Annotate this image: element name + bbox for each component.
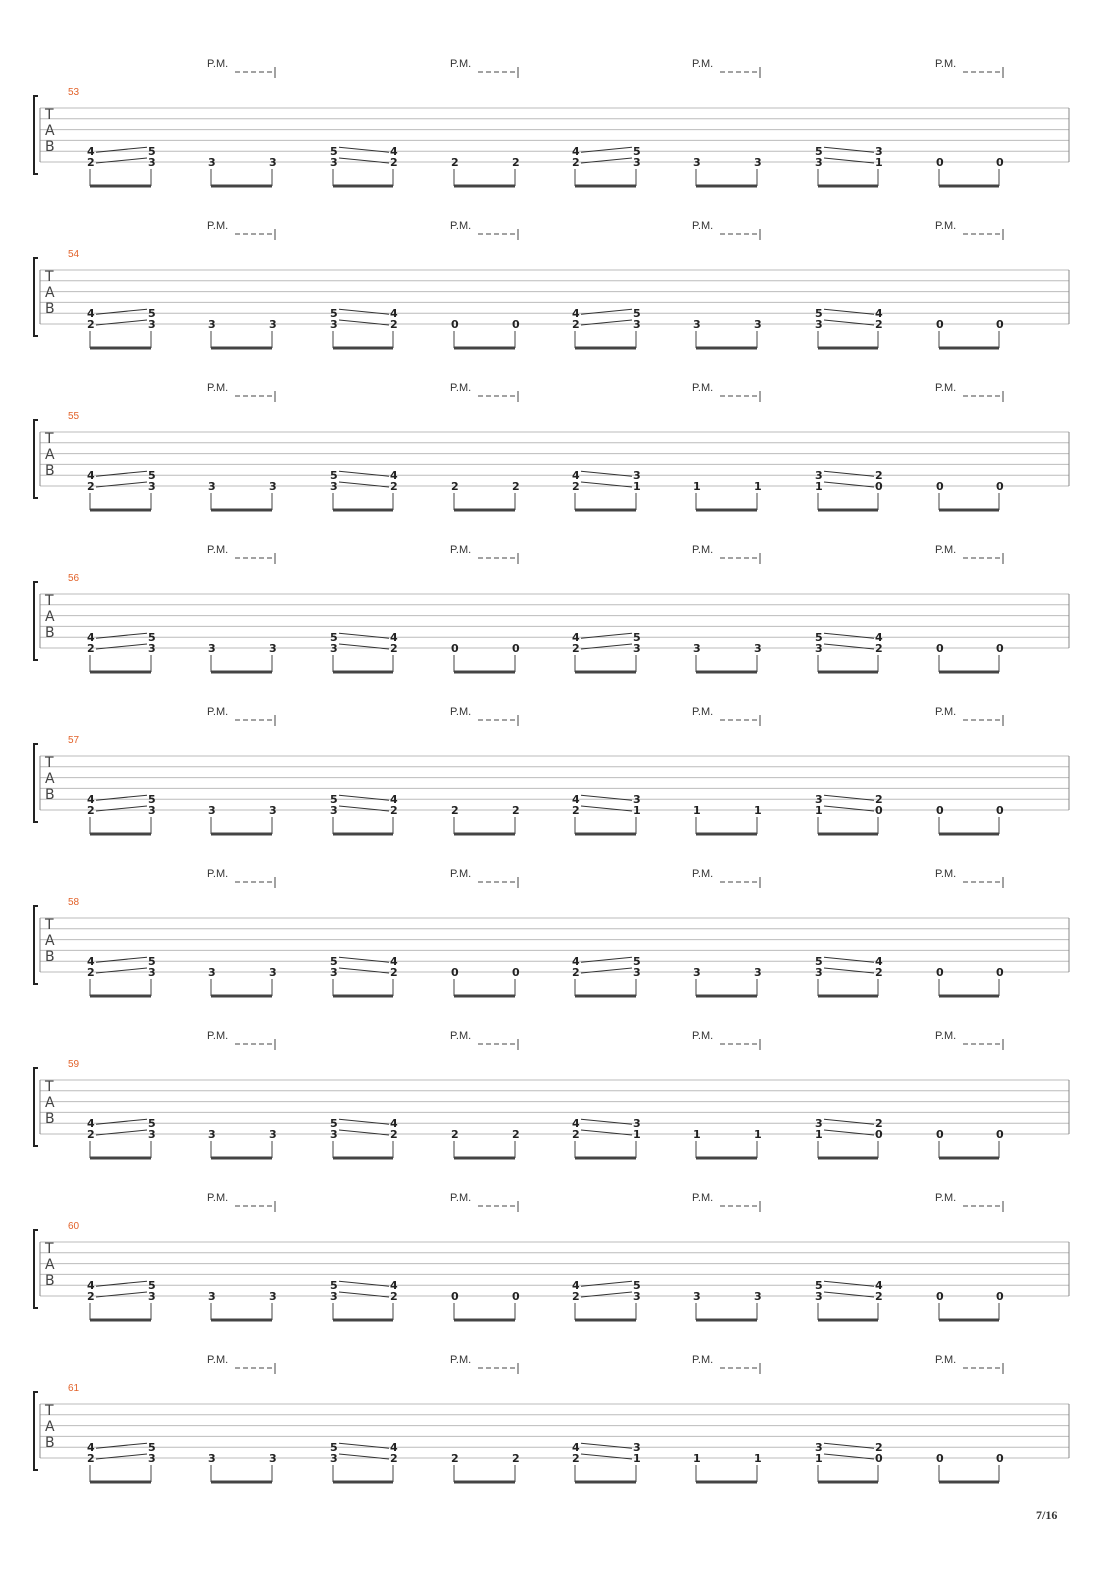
- palm-mute-label: P.M.: [207, 706, 229, 718]
- fret-number: 5: [330, 145, 338, 159]
- fret-number: 4: [390, 955, 398, 969]
- fret-number: 5: [633, 955, 641, 969]
- fret-number: 2: [572, 1452, 580, 1465]
- palm-mute-label: P.M.: [450, 868, 472, 880]
- fret-number: 2: [875, 793, 883, 807]
- measure-number: 59: [68, 1059, 80, 1070]
- palm-mute-label: P.M.: [450, 544, 472, 556]
- fret-number: 2: [572, 1290, 580, 1303]
- tab-clef-letter: T: [45, 593, 54, 609]
- tab-clef-letter: B: [45, 301, 55, 317]
- fret-number: 4: [87, 307, 95, 321]
- palm-mute-label: P.M.: [935, 382, 957, 394]
- palm-mute-label: P.M.: [692, 1030, 714, 1042]
- fret-number: 4: [87, 955, 95, 969]
- fret-number: 2: [87, 156, 95, 169]
- fret-number: 4: [875, 955, 883, 969]
- fret-number: 2: [87, 318, 95, 331]
- tab-clef-letter: T: [45, 107, 54, 123]
- tab-clef-letter: A: [45, 771, 55, 787]
- fret-number: 3: [148, 1452, 156, 1465]
- fret-number: 5: [815, 631, 823, 645]
- tab-clef-letter: T: [45, 1079, 54, 1095]
- palm-mute-label: P.M.: [450, 1354, 472, 1366]
- system-bracket: [34, 582, 38, 660]
- tab-clef-letter: A: [45, 447, 55, 463]
- fret-number: 3: [148, 318, 156, 331]
- tab-clef-letter: A: [45, 123, 55, 139]
- fret-number: 2: [390, 318, 398, 331]
- fret-number: 0: [996, 804, 1004, 817]
- palm-mute-label: P.M.: [450, 1192, 472, 1204]
- fret-number: 5: [330, 955, 338, 969]
- system-bracket: [34, 96, 38, 174]
- fret-number: 5: [148, 631, 156, 645]
- fret-number: 3: [693, 966, 701, 979]
- tab-clef-letter: B: [45, 625, 55, 641]
- fret-number: 0: [996, 966, 1004, 979]
- fret-number: 0: [875, 480, 883, 493]
- fret-number: 1: [633, 1128, 641, 1141]
- fret-number: 2: [572, 318, 580, 331]
- measure-number: 57: [68, 735, 80, 746]
- fret-number: 2: [451, 1452, 459, 1465]
- fret-number: 1: [633, 480, 641, 493]
- fret-number: 5: [633, 1279, 641, 1293]
- fret-number: 3: [754, 966, 762, 979]
- fret-number: 4: [390, 1441, 398, 1455]
- fret-number: 5: [148, 1117, 156, 1131]
- tab-clef-letter: A: [45, 285, 55, 301]
- fret-number: 3: [330, 804, 338, 817]
- system-bracket: [34, 1230, 38, 1308]
- fret-number: 2: [390, 804, 398, 817]
- palm-mute-label: P.M.: [207, 544, 229, 556]
- fret-number: 3: [330, 480, 338, 493]
- fret-number: 3: [815, 793, 823, 807]
- fret-number: 5: [633, 145, 641, 159]
- fret-number: 1: [815, 804, 823, 817]
- fret-number: 4: [390, 631, 398, 645]
- fret-number: 2: [512, 804, 520, 817]
- fret-number: 0: [451, 966, 459, 979]
- fret-number: 4: [572, 145, 580, 159]
- fret-number: 2: [572, 156, 580, 169]
- fret-number: 3: [208, 480, 216, 493]
- fret-number: 1: [693, 1452, 701, 1465]
- palm-mute-label: P.M.: [207, 1354, 229, 1366]
- fret-number: 4: [87, 1117, 95, 1131]
- fret-number: 2: [875, 469, 883, 483]
- tab-clef-letter: T: [45, 269, 54, 285]
- fret-number: 4: [390, 1117, 398, 1131]
- fret-number: 3: [693, 318, 701, 331]
- tab-clef-letter: A: [45, 1095, 55, 1111]
- fret-number: 3: [693, 156, 701, 169]
- fret-number: 3: [330, 642, 338, 655]
- fret-number: 3: [208, 1128, 216, 1141]
- fret-number: 3: [208, 318, 216, 331]
- fret-number: 3: [633, 642, 641, 655]
- fret-number: 4: [87, 631, 95, 645]
- palm-mute-label: P.M.: [692, 544, 714, 556]
- fret-number: 5: [815, 955, 823, 969]
- fret-number: 3: [208, 1290, 216, 1303]
- palm-mute-label: P.M.: [207, 58, 229, 70]
- fret-number: 5: [148, 1441, 156, 1455]
- fret-number: 2: [512, 1128, 520, 1141]
- fret-number: 5: [330, 1441, 338, 1455]
- fret-number: 2: [390, 966, 398, 979]
- fret-number: 3: [815, 1290, 823, 1303]
- fret-number: 1: [633, 1452, 641, 1465]
- system-bracket: [34, 420, 38, 498]
- fret-number: 3: [269, 480, 277, 493]
- fret-number: 5: [148, 145, 156, 159]
- measure-number: 60: [68, 1221, 80, 1232]
- fret-number: 5: [330, 631, 338, 645]
- fret-number: 1: [693, 1128, 701, 1141]
- fret-number: 3: [269, 318, 277, 331]
- fret-number: 2: [572, 966, 580, 979]
- measure-number: 61: [68, 1383, 80, 1394]
- fret-number: 4: [390, 1279, 398, 1293]
- fret-number: 0: [451, 318, 459, 331]
- fret-number: 0: [875, 1452, 883, 1465]
- fret-number: 2: [572, 1128, 580, 1141]
- system-bracket: [34, 258, 38, 336]
- fret-number: 2: [390, 156, 398, 169]
- fret-number: 3: [148, 156, 156, 169]
- fret-number: 4: [572, 307, 580, 321]
- palm-mute-label: P.M.: [935, 220, 957, 232]
- fret-number: 4: [572, 955, 580, 969]
- palm-mute-label: P.M.: [692, 868, 714, 880]
- palm-mute-label: P.M.: [935, 544, 957, 556]
- fret-number: 3: [330, 1128, 338, 1141]
- palm-mute-label: P.M.: [935, 1030, 957, 1042]
- fret-number: 0: [996, 480, 1004, 493]
- fret-number: 2: [87, 1290, 95, 1303]
- fret-number: 2: [87, 1128, 95, 1141]
- palm-mute-label: P.M.: [692, 220, 714, 232]
- fret-number: 3: [815, 469, 823, 483]
- tab-clef-letter: T: [45, 917, 54, 933]
- fret-number: 3: [208, 804, 216, 817]
- fret-number: 3: [693, 642, 701, 655]
- palm-mute-label: P.M.: [692, 1192, 714, 1204]
- fret-number: 3: [269, 1452, 277, 1465]
- fret-number: 2: [390, 480, 398, 493]
- fret-number: 1: [875, 156, 883, 169]
- palm-mute-label: P.M.: [935, 868, 957, 880]
- fret-number: 5: [148, 793, 156, 807]
- fret-number: 3: [633, 469, 641, 483]
- fret-number: 2: [87, 480, 95, 493]
- fret-number: 2: [875, 642, 883, 655]
- fret-number: 3: [148, 804, 156, 817]
- tab-clef-letter: B: [45, 949, 55, 965]
- fret-number: 3: [754, 318, 762, 331]
- fret-number: 1: [815, 480, 823, 493]
- fret-number: 5: [330, 793, 338, 807]
- tab-clef-letter: B: [45, 463, 55, 479]
- fret-number: 5: [148, 955, 156, 969]
- fret-number: 5: [815, 1279, 823, 1293]
- system-bracket: [34, 1068, 38, 1146]
- system-bracket: [34, 906, 38, 984]
- fret-number: 2: [572, 642, 580, 655]
- fret-number: 0: [996, 1290, 1004, 1303]
- fret-number: 3: [633, 1290, 641, 1303]
- fret-number: 1: [633, 804, 641, 817]
- palm-mute-label: P.M.: [207, 1192, 229, 1204]
- fret-number: 3: [633, 318, 641, 331]
- fret-number: 4: [87, 793, 95, 807]
- fret-number: 2: [390, 1290, 398, 1303]
- fret-number: 2: [875, 1290, 883, 1303]
- fret-number: 2: [875, 318, 883, 331]
- palm-mute-label: P.M.: [692, 382, 714, 394]
- fret-number: 2: [451, 156, 459, 169]
- fret-number: 0: [936, 1128, 944, 1141]
- tab-clef-letter: A: [45, 933, 55, 949]
- fret-number: 4: [87, 1279, 95, 1293]
- fret-number: 3: [633, 1441, 641, 1455]
- fret-number: 4: [572, 1279, 580, 1293]
- measure-number: 58: [68, 897, 80, 908]
- fret-number: 3: [815, 1117, 823, 1131]
- fret-number: 5: [633, 307, 641, 321]
- fret-number: 3: [208, 156, 216, 169]
- tab-clef-letter: A: [45, 1257, 55, 1273]
- fret-number: 0: [936, 804, 944, 817]
- fret-number: 3: [208, 1452, 216, 1465]
- tab-clef-letter: A: [45, 609, 55, 625]
- palm-mute-label: P.M.: [935, 1192, 957, 1204]
- palm-mute-label: P.M.: [207, 220, 229, 232]
- fret-number: 4: [875, 1279, 883, 1293]
- fret-number: 0: [936, 156, 944, 169]
- fret-number: 3: [269, 1128, 277, 1141]
- fret-number: 4: [87, 145, 95, 159]
- fret-number: 2: [512, 156, 520, 169]
- fret-number: 4: [87, 469, 95, 483]
- tab-clef-letter: B: [45, 139, 55, 155]
- fret-number: 3: [269, 642, 277, 655]
- fret-number: 1: [693, 480, 701, 493]
- fret-number: 2: [451, 1128, 459, 1141]
- fret-number: 3: [148, 966, 156, 979]
- fret-number: 1: [815, 1128, 823, 1141]
- fret-number: 3: [208, 642, 216, 655]
- fret-number: 0: [936, 318, 944, 331]
- tab-clef-letter: B: [45, 1111, 55, 1127]
- fret-number: 1: [754, 480, 762, 493]
- fret-number: 1: [754, 1452, 762, 1465]
- fret-number: 5: [330, 469, 338, 483]
- fret-number: 2: [572, 480, 580, 493]
- palm-mute-label: P.M.: [450, 1030, 472, 1042]
- fret-number: 3: [208, 966, 216, 979]
- fret-number: 1: [754, 1128, 762, 1141]
- palm-mute-label: P.M.: [207, 1030, 229, 1042]
- fret-number: 2: [451, 480, 459, 493]
- fret-number: 4: [87, 1441, 95, 1455]
- palm-mute-label: P.M.: [207, 382, 229, 394]
- fret-number: 5: [330, 1117, 338, 1131]
- system-bracket: [34, 1392, 38, 1470]
- fret-number: 4: [875, 307, 883, 321]
- fret-number: 5: [330, 307, 338, 321]
- fret-number: 0: [936, 642, 944, 655]
- fret-number: 4: [390, 145, 398, 159]
- fret-number: 2: [390, 642, 398, 655]
- tab-clef-letter: B: [45, 1273, 55, 1289]
- palm-mute-label: P.M.: [450, 382, 472, 394]
- fret-number: 2: [87, 642, 95, 655]
- fret-number: 2: [87, 804, 95, 817]
- fret-number: 4: [572, 1441, 580, 1455]
- fret-number: 2: [875, 1441, 883, 1455]
- fret-number: 0: [875, 1128, 883, 1141]
- fret-number: 2: [875, 1117, 883, 1131]
- measure-number: 54: [68, 249, 80, 260]
- fret-number: 3: [330, 1290, 338, 1303]
- fret-number: 1: [693, 804, 701, 817]
- fret-number: 0: [996, 1128, 1004, 1141]
- fret-number: 3: [269, 156, 277, 169]
- fret-number: 4: [572, 631, 580, 645]
- fret-number: 3: [754, 642, 762, 655]
- fret-number: 0: [451, 642, 459, 655]
- tab-clef-letter: B: [45, 787, 55, 803]
- fret-number: 3: [815, 1441, 823, 1455]
- fret-number: 4: [390, 793, 398, 807]
- measure-number: 55: [68, 411, 80, 422]
- palm-mute-label: P.M.: [450, 58, 472, 70]
- fret-number: 5: [815, 307, 823, 321]
- fret-number: 4: [390, 469, 398, 483]
- fret-number: 0: [512, 1290, 520, 1303]
- palm-mute-label: P.M.: [692, 58, 714, 70]
- fret-number: 0: [936, 480, 944, 493]
- measure-number: 53: [68, 87, 80, 98]
- fret-number: 2: [512, 480, 520, 493]
- fret-number: 3: [330, 318, 338, 331]
- fret-number: 3: [148, 1128, 156, 1141]
- fret-number: 0: [996, 1452, 1004, 1465]
- fret-number: 3: [148, 642, 156, 655]
- palm-mute-label: P.M.: [935, 1354, 957, 1366]
- fret-number: 3: [269, 966, 277, 979]
- fret-number: 3: [269, 1290, 277, 1303]
- fret-number: 0: [996, 642, 1004, 655]
- fret-number: 3: [815, 318, 823, 331]
- fret-number: 4: [572, 1117, 580, 1131]
- fret-number: 3: [875, 145, 883, 159]
- tab-clef-letter: T: [45, 755, 54, 771]
- fret-number: 2: [390, 1128, 398, 1141]
- fret-number: 3: [633, 966, 641, 979]
- fret-number: 0: [451, 1290, 459, 1303]
- fret-number: 0: [936, 1452, 944, 1465]
- fret-number: 3: [633, 1117, 641, 1131]
- tab-clef-letter: T: [45, 1241, 54, 1257]
- fret-number: 0: [512, 318, 520, 331]
- fret-number: 0: [512, 642, 520, 655]
- fret-number: 2: [875, 966, 883, 979]
- fret-number: 2: [87, 1452, 95, 1465]
- palm-mute-label: P.M.: [692, 1354, 714, 1366]
- fret-number: 4: [572, 793, 580, 807]
- fret-number: 3: [330, 966, 338, 979]
- fret-number: 3: [815, 642, 823, 655]
- fret-number: 4: [390, 307, 398, 321]
- fret-number: 3: [148, 480, 156, 493]
- fret-number: 3: [754, 1290, 762, 1303]
- palm-mute-label: P.M.: [935, 706, 957, 718]
- fret-number: 0: [996, 156, 1004, 169]
- palm-mute-label: P.M.: [207, 868, 229, 880]
- palm-mute-label: P.M.: [450, 220, 472, 232]
- fret-number: 5: [633, 631, 641, 645]
- fret-number: 3: [754, 156, 762, 169]
- fret-number: 2: [87, 966, 95, 979]
- fret-number: 0: [875, 804, 883, 817]
- fret-number: 3: [815, 156, 823, 169]
- fret-number: 2: [390, 1452, 398, 1465]
- fret-number: 3: [693, 1290, 701, 1303]
- fret-number: 4: [572, 469, 580, 483]
- fret-number: 2: [512, 1452, 520, 1465]
- fret-number: 2: [451, 804, 459, 817]
- fret-number: 4: [875, 631, 883, 645]
- fret-number: 5: [148, 307, 156, 321]
- tab-clef-letter: B: [45, 1435, 55, 1451]
- fret-number: 1: [815, 1452, 823, 1465]
- system-bracket: [34, 744, 38, 822]
- fret-number: 3: [815, 966, 823, 979]
- page-number: 7/16: [1036, 1508, 1058, 1522]
- fret-number: 5: [148, 469, 156, 483]
- fret-number: 2: [572, 804, 580, 817]
- fret-number: 3: [633, 156, 641, 169]
- tab-clef-letter: T: [45, 431, 54, 447]
- fret-number: 5: [330, 1279, 338, 1293]
- tab-clef-letter: A: [45, 1419, 55, 1435]
- measure-number: 56: [68, 573, 80, 584]
- palm-mute-label: P.M.: [935, 58, 957, 70]
- fret-number: 3: [330, 156, 338, 169]
- fret-number: 0: [996, 318, 1004, 331]
- fret-number: 1: [754, 804, 762, 817]
- fret-number: 3: [148, 1290, 156, 1303]
- fret-number: 0: [936, 1290, 944, 1303]
- fret-number: 3: [269, 804, 277, 817]
- fret-number: 0: [512, 966, 520, 979]
- fret-number: 3: [633, 793, 641, 807]
- fret-number: 3: [330, 1452, 338, 1465]
- fret-number: 5: [148, 1279, 156, 1293]
- palm-mute-label: P.M.: [450, 706, 472, 718]
- palm-mute-label: P.M.: [692, 706, 714, 718]
- fret-number: 0: [936, 966, 944, 979]
- fret-number: 5: [815, 145, 823, 159]
- tab-clef-letter: T: [45, 1403, 54, 1419]
